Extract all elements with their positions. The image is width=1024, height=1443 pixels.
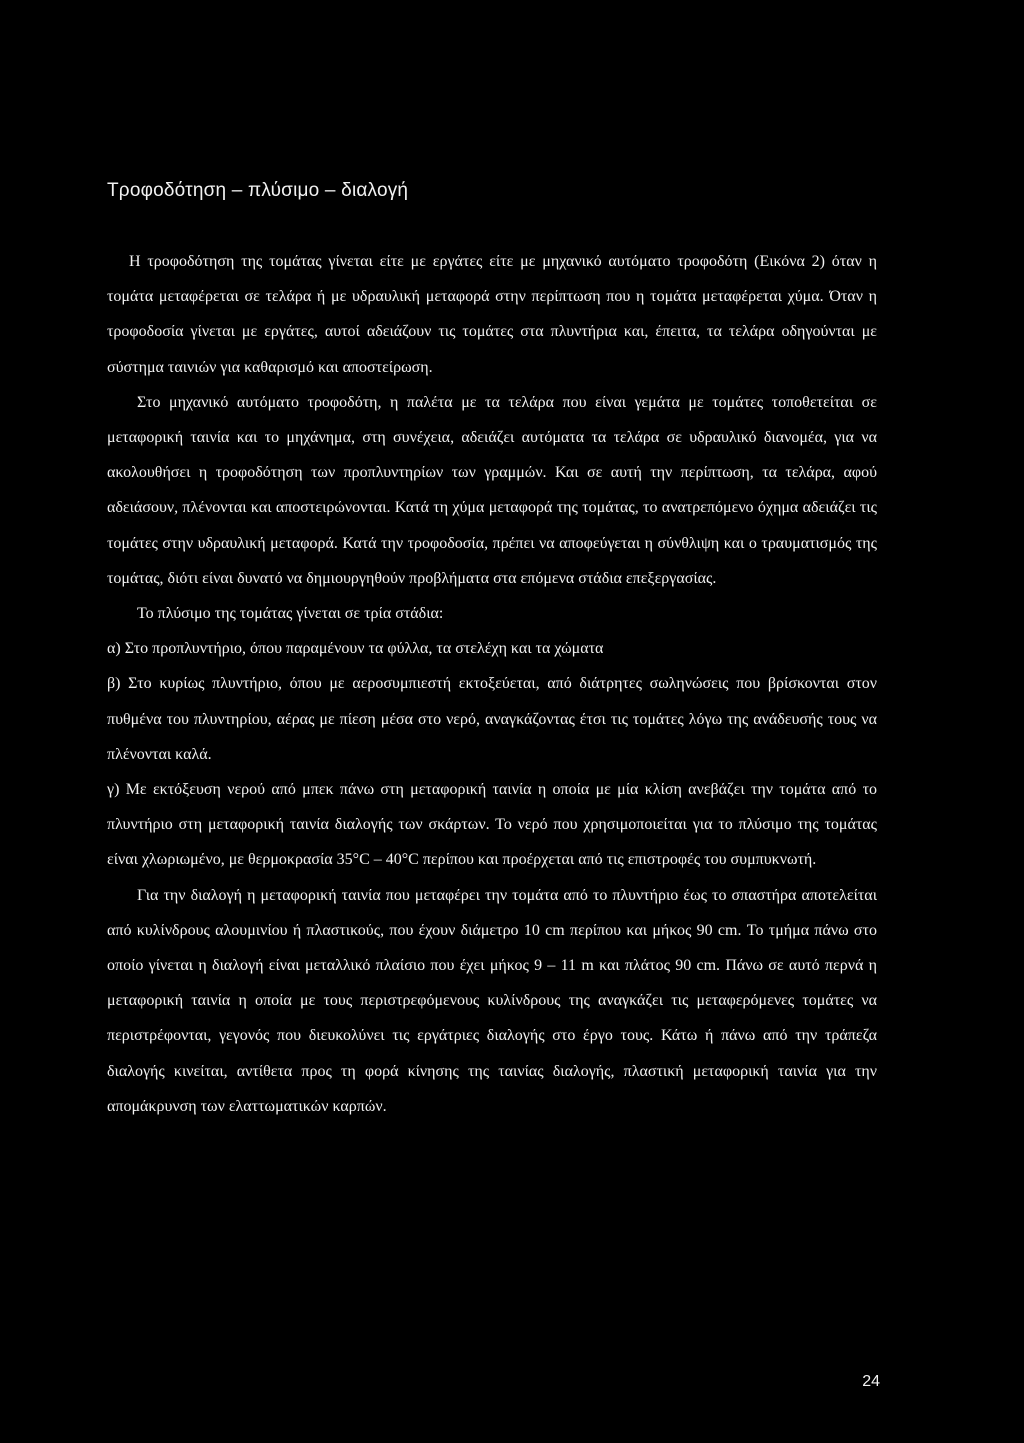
page-number: 24 <box>862 1373 880 1390</box>
paragraph-automatic-feeder: Στο μηχανικό αυτόματο τροφοδότη, η παλέτα με τα τελάρα που είναι γεμάτα με τομάτες τοποθετείται σε μεταφορική ταινία και το μηχάνημα, στη συνέχεια, αδειάζει αυτόματα τα τελάρα σε υδραυλικό διανομέα, για να ακολουθήσει η τροφοδότηση των προπλυντηρίων των γραμμών. Και σε αυτή την περίπτωση, τα τελάρα, αφού αδειάσουν, πλένονται και αποστειρώνονται. Κατά τη χύμα μεταφορά της τομάτας, το ανατρεπόμενο όχημα αδειάζει τις τομάτες στην υδραυλική μεταφορά. Κατά την τροφοδοσία, πρέπει να αποφεύγεται η σύνθλιψη και ο τραυματισμός της τομάτας, διότι είναι δυνατό να δημιουργηθούν προβλήματα στα επόμενα στάδια επεξεργασίας. <box>107 393 877 587</box>
list-item-stage-c: γ) Με εκτόξευση νερού από μπεκ πάνω στη μεταφορική ταινία η οποία με μία κλίση ανεβάζει την τομάτα από το πλυντήριο στη μεταφορική ταινία διαλογής των σκάρτων. Το νερό που χρησιμοποιείται για το πλύσιμο της τομάτας είναι χλωριωμένο, με θερμοκρασία 35°C – 40°C περίπου και προέρχεται από τις επιστροφές του συμπυκνωτή. <box>107 781 877 869</box>
paragraph-feeding-intro: Η τροφοδότηση της τομάτας γίνεται είτε με εργάτες είτε με μηχανικό αυτόματο τροφοδότη (Εικόνα 2) όταν η τομάτα μεταφέρεται σε τελάρα ή με υδραυλική μεταφορά στην περίπτωση που η τομάτα μεταφέρεται χύμα. Όταν η τροφοδοσία γίνεται με εργάτες, αυτοί αδειάζουν τις τομάτες στα πλυντήρια και, έπειτα, τα τελάρα οδηγούνται με σύστημα ταινιών για καθαρισμό και αποστείρωση. <box>107 253 877 376</box>
section-heading: Τροφοδότηση – πλύσιμο – διαλογή <box>107 180 409 201</box>
list-item-stage-b: β) Στο κυρίως πλυντήριο, όπου με αεροσυμπιεστή εκτοξεύεται, από διάτρητες σωληνώσεις που βρίσκονται στον πυθμένα του πλυντηρίου, αέρας με πίεση μέσα στο νερό, αναγκάζοντας έτσι τις τομάτες λόγω της ανάδευσής τους να πλένονται καλά. <box>107 675 877 763</box>
document-page <box>107 180 877 1124</box>
paragraph-washing-stages: Το πλύσιμο της τομάτας γίνεται σε τρία στάδια: <box>137 605 444 623</box>
list-item-stage-a: α) Στο προπλυντήριο, όπου παραμένουν τα φύλλα, τα στελέχη και τα χώματα <box>107 640 604 658</box>
paragraph-sorting: Για την διαλογή η μεταφορική ταινία που μεταφέρει την τομάτα από το πλυντήριο έως το σπαστήρα αποτελείται από κυλίνδρους αλουμινίου ή πλαστικούς, που έχουν διάμετρο 10 cm περίπου και μήκος 90 cm. Το τμήμα πάνω στο οποίο γίνεται η διαλογή είναι μεταλλικό πλαίσιο που έχει μήκος 9 – 11 m και πλάτος 90 cm. Πάνω σε αυτό περνά η μεταφορική ταινία η οποία με τους περιστρεφόμενους κυλίνδρους της αναγκάζει τις μεταφερόμενες τομάτες να περιστρέφονται, γεγονός που διευκολύνει τις εργάτριες διαλογής στο έργο τους. Κάτω ή πάνω από την τράπεζα διαλογής κινείται, αντίθετα προς τη φορά κίνησης της ταινίας διαλογής, πλαστική μεταφορική ταινία για την απομάκρυνση των ελαττωματικών καρπών. <box>107 886 877 1115</box>
